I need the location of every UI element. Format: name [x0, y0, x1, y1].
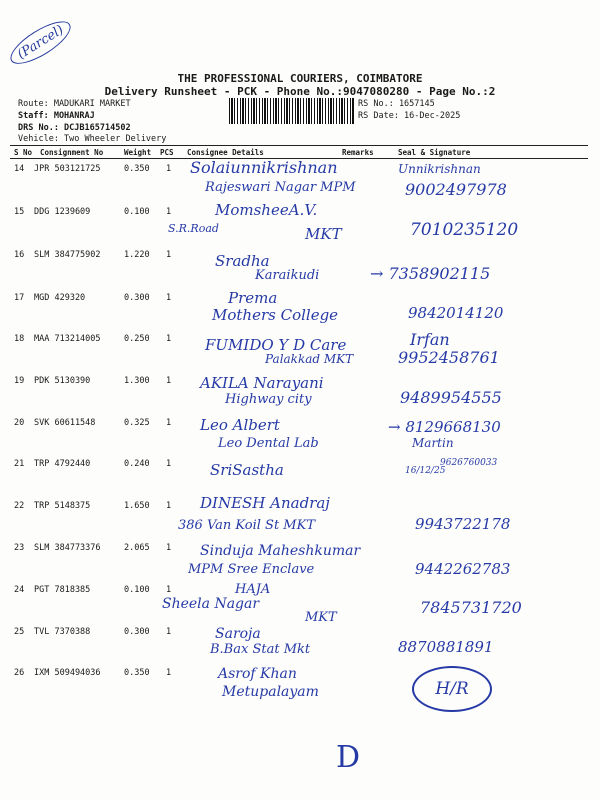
handwriting: S.R.Road: [168, 222, 219, 235]
handwriting: Metupalayam: [222, 684, 319, 700]
handwriting: MPM Sree Enclave: [188, 562, 315, 577]
row-pcs: 1: [166, 543, 172, 553]
drs-label: DRS No.: DCJB165714502: [18, 123, 131, 133]
runsheet-subtitle: Delivery Runsheet - PCK - Phone No.:9047080280 - Page No.:2: [104, 85, 496, 98]
handwriting: Sinduja Maheshkumar: [200, 543, 361, 559]
handwriting: 9952458761: [398, 348, 500, 367]
row-consignment: DDG 1239609: [34, 207, 91, 217]
row-sno: 16: [14, 250, 25, 260]
row-pcs: 1: [166, 418, 172, 428]
handwriting: 9943722178: [415, 515, 511, 533]
handwriting: B.Bax Stat Mkt: [210, 642, 311, 657]
handwriting: SriSastha: [210, 461, 284, 479]
hr-circled-mark: H/R: [412, 666, 492, 712]
route-label: Route: MADUKARI MARKET: [18, 99, 131, 109]
row-consignment: PDK 5130390: [34, 376, 91, 386]
barcode-image: [229, 98, 354, 124]
col-remarks: Remarks: [342, 148, 374, 157]
row-consignment: TRP 5148375: [34, 501, 91, 511]
row-consignment: MAA 713214005: [34, 334, 101, 344]
row-weight: 1.300: [124, 376, 150, 386]
company-title: THE PROFESSIONAL COURIERS, COIMBATORE: [177, 72, 423, 85]
staff-label: Staff: MOHANRAJ: [18, 111, 95, 121]
col-sno: S No: [14, 148, 33, 157]
handwriting: Solaiunnikrishnan: [190, 158, 338, 177]
row-weight: 1.220: [124, 250, 150, 260]
row-sno: 20: [14, 418, 25, 428]
row-weight: 0.325: [124, 418, 150, 428]
row-sno: 24: [14, 585, 25, 595]
handwriting: 9842014120: [408, 304, 504, 322]
handwriting: 9442262783: [415, 560, 511, 578]
row-sno: 18: [14, 334, 25, 344]
handwriting: Unnikrishnan: [398, 162, 481, 176]
handwriting: 9002497978: [405, 180, 507, 199]
row-consignment: PGT 7818385: [34, 585, 91, 595]
handwriting: 7845731720: [420, 598, 522, 617]
row-consignment: TRP 4792440: [34, 459, 91, 469]
table-row: [14, 459, 594, 497]
row-consignment: SLM 384775902: [34, 250, 101, 260]
row-sno: 14: [14, 164, 25, 174]
col-consignment: Consignment No: [40, 148, 104, 157]
row-pcs: 1: [166, 293, 172, 303]
row-pcs: 1: [166, 207, 172, 217]
handwriting: Sradha: [215, 252, 270, 270]
handwriting: Mothers College: [212, 306, 339, 324]
handwriting: → 7358902115: [370, 264, 491, 283]
col-consignee-details: Consignee Details: [187, 148, 264, 157]
handwriting: MomsheeA.V.: [215, 201, 318, 219]
row-pcs: 1: [166, 250, 172, 260]
row-consignment: SLM 384773376: [34, 543, 101, 553]
row-sno: 25: [14, 627, 25, 637]
row-consignment: MGD 429320: [34, 293, 86, 303]
row-consignment: JPR 503121725: [34, 164, 101, 174]
rs-date: RS Date: 16-Dec-2025: [358, 111, 461, 121]
row-weight: 0.300: [124, 627, 150, 637]
row-pcs: 1: [166, 334, 172, 344]
handwriting: 9626760033: [440, 458, 498, 468]
handwriting: MKT: [305, 610, 337, 625]
row-consignment: TVL 7370388: [34, 627, 91, 637]
d-scribble-mark: D: [336, 740, 361, 775]
row-consignment: IXM 509494036: [34, 668, 101, 678]
handwriting: Sheela Nagar: [162, 596, 260, 612]
handwriting: AKILA Narayani: [200, 374, 324, 392]
handwriting: Leo Albert: [200, 416, 280, 434]
handwriting: Asrof Khan: [218, 666, 297, 682]
row-pcs: 1: [166, 585, 172, 595]
handwriting: DINESH Anadraj: [200, 494, 330, 512]
rs-number: RS No.: 1657145: [358, 99, 435, 109]
handwriting: Rajeswari Nagar MPM: [205, 180, 356, 195]
row-weight: 1.650: [124, 501, 150, 511]
row-consignment: SVK 60611548: [34, 418, 96, 428]
row-pcs: 1: [166, 376, 172, 386]
row-sno: 15: [14, 207, 25, 217]
row-sno: 26: [14, 668, 25, 678]
row-sno: 22: [14, 501, 25, 511]
col-pcs: PCS: [160, 148, 174, 157]
row-pcs: 1: [166, 501, 172, 511]
row-weight: 2.065: [124, 543, 150, 553]
row-sno: 21: [14, 459, 25, 469]
handwriting: HAJA: [235, 582, 271, 597]
handwriting: Irfan: [410, 330, 450, 349]
row-weight: 0.350: [124, 164, 150, 174]
col-seal-signature: Seal & Signature: [398, 148, 471, 157]
row-weight: 0.250: [124, 334, 150, 344]
header-divider: [10, 145, 588, 146]
handwriting: Highway city: [225, 392, 312, 407]
handwriting: MKT: [305, 225, 342, 243]
handwriting: FUMIDO Y D Care: [205, 336, 347, 354]
col-weight: Weight: [124, 148, 152, 157]
vehicle-label: Vehicle: Two Wheeler Delivery: [18, 134, 167, 144]
handwriting: 386 Van Koil St MKT: [178, 518, 315, 533]
row-sno: 23: [14, 543, 25, 553]
row-pcs: 1: [166, 164, 172, 174]
row-pcs: 1: [166, 627, 172, 637]
handwriting: 9489954555: [400, 388, 502, 407]
row-weight: 0.100: [124, 585, 150, 595]
handwriting: 16/12/25: [405, 466, 446, 476]
parcel-handwritten-mark: (Parcel): [5, 14, 77, 72]
row-weight: 0.240: [124, 459, 150, 469]
row-pcs: 1: [166, 668, 172, 678]
row-weight: 0.350: [124, 668, 150, 678]
handwriting: Leo Dental Lab: [218, 436, 319, 451]
handwriting: 7010235120: [410, 220, 519, 240]
handwriting: → 8129668130: [388, 418, 501, 436]
handwriting: Saroja: [215, 626, 261, 642]
handwriting: Palakkad MKT: [265, 352, 354, 366]
row-pcs: 1: [166, 459, 172, 469]
row-weight: 0.300: [124, 293, 150, 303]
row-weight: 0.100: [124, 207, 150, 217]
handwriting: Martin: [412, 436, 454, 450]
handwriting: 8870881891: [398, 638, 494, 656]
handwriting: Prema: [228, 289, 278, 307]
handwriting: Karaikudi: [255, 268, 320, 283]
row-sno: 17: [14, 293, 25, 303]
row-sno: 19: [14, 376, 25, 386]
